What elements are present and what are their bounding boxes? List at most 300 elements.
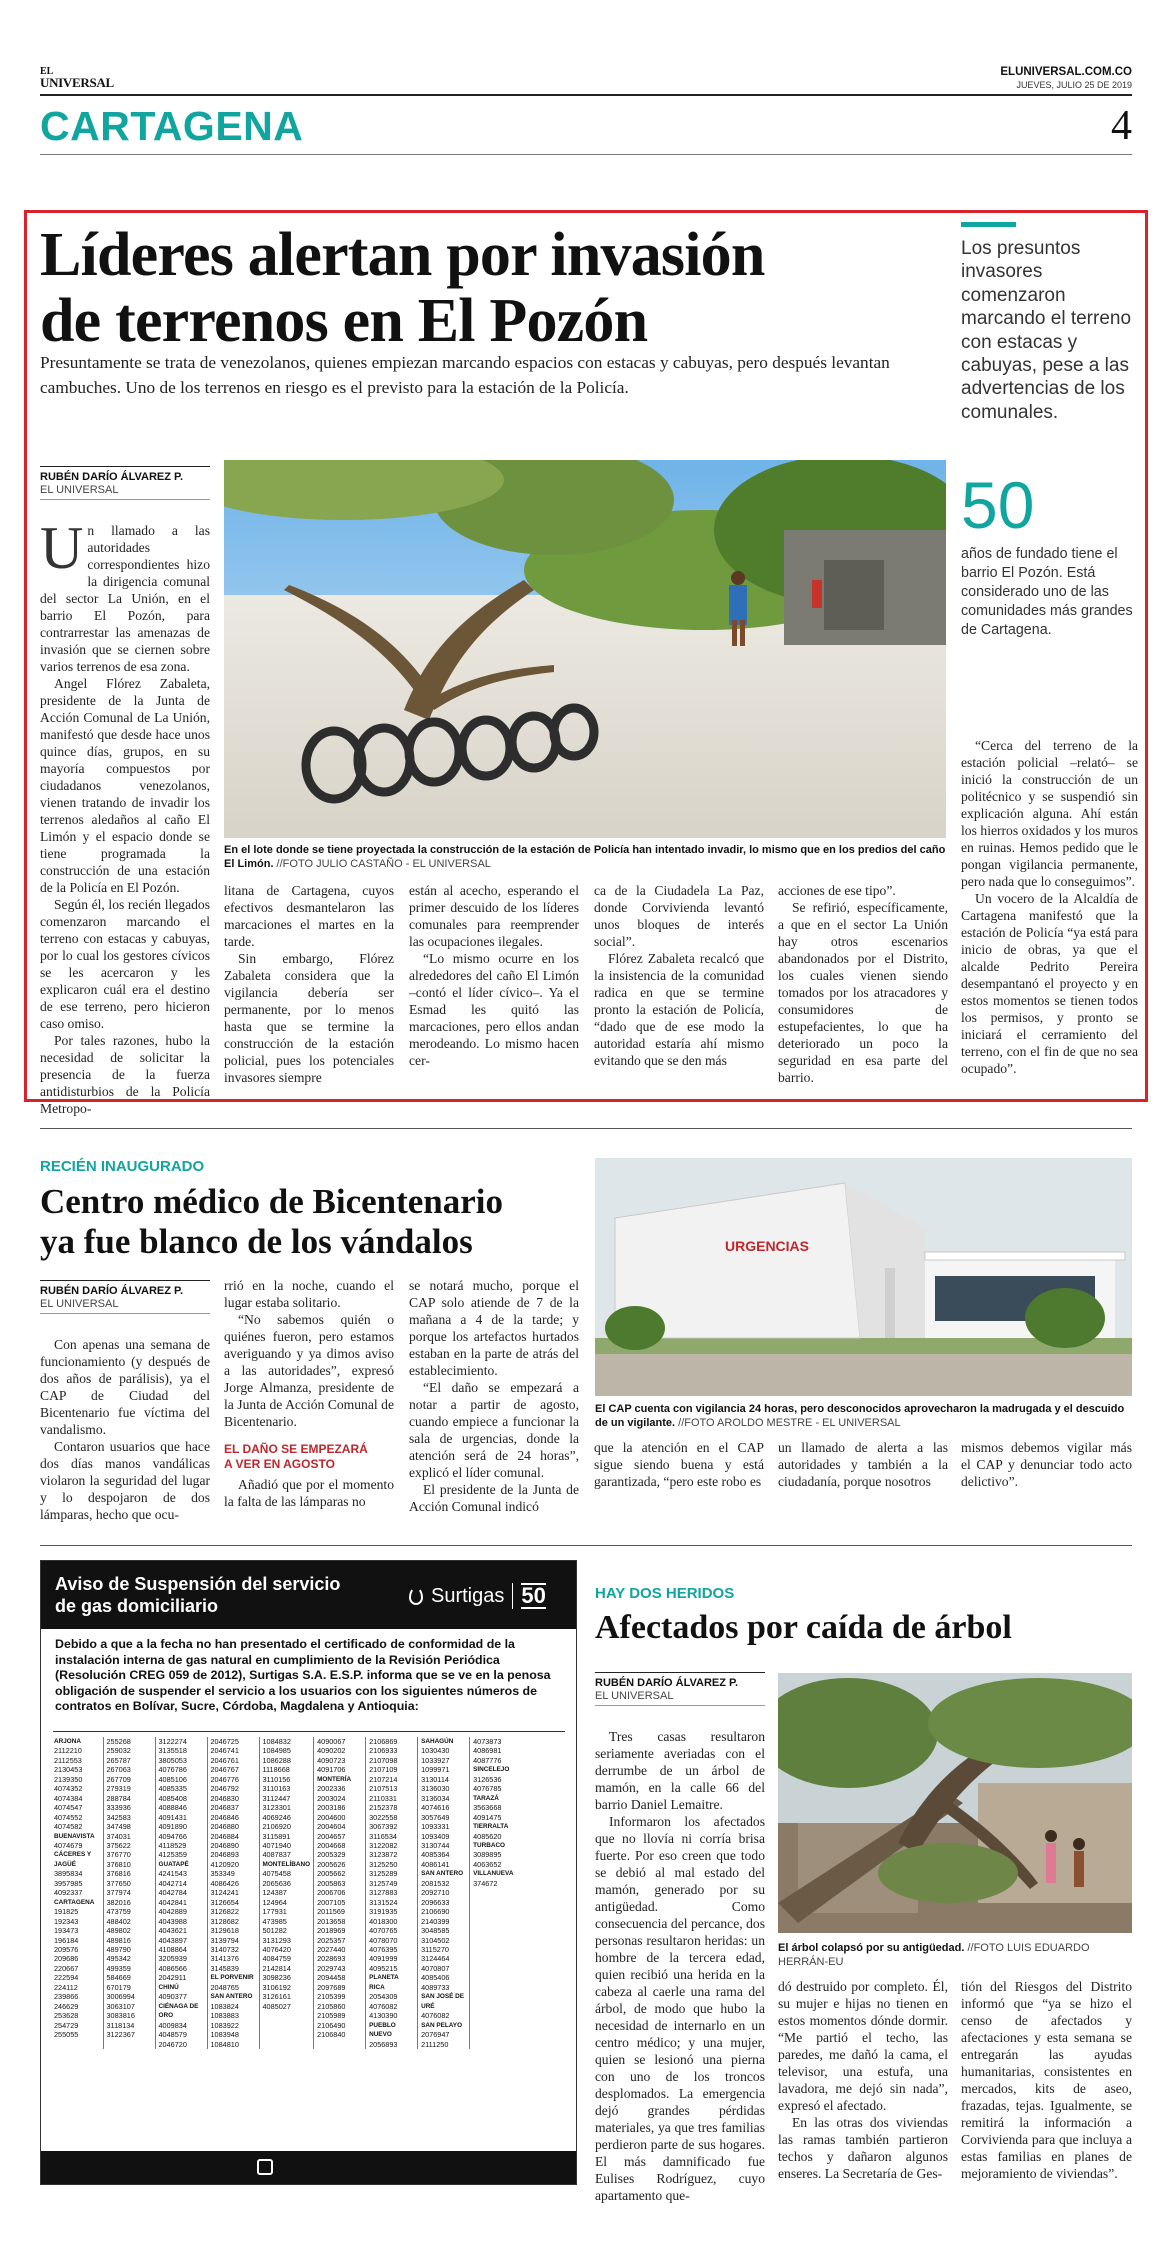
contract-number: 3122274: [158, 1737, 187, 1746]
contract-number: 2004600: [317, 1812, 346, 1822]
contract-number: 2004657: [317, 1831, 346, 1841]
contract-number: 4092337: [54, 1888, 83, 1898]
contract-number: 222594: [54, 1973, 79, 1983]
contract-number: 224112: [54, 1982, 78, 1992]
main-col-1: [40, 515, 210, 1117]
contract-number: 3129618: [210, 1926, 239, 1936]
main-headline-line2: de terrenos en El Pozón: [40, 287, 648, 355]
contract-number: 259032: [106, 1746, 131, 1756]
municipality-label: VILLANUEVA: [473, 1870, 514, 1878]
contract-number: 3123301: [262, 1803, 291, 1813]
contract-number: 1083883: [210, 2011, 239, 2021]
contract-number: 4091999: [369, 1954, 398, 1964]
contract-number: 4070807: [421, 1963, 450, 1973]
contract-number: 473759: [106, 1907, 131, 1917]
contract-number: 342583: [106, 1812, 131, 1822]
municipality-label: JAGÜÉ: [54, 1860, 77, 1868]
main-paragraph: ca de la Ciudadela La Paz, donde Corvivienda levantó unos bloques de interés social”.: [594, 883, 764, 949]
story3-headline: Afectados por caída de árbol: [595, 1609, 1012, 1646]
sidebar-accent-bar: [961, 222, 1016, 227]
contract-number: 584669: [106, 1973, 131, 1983]
contract-number: 3191935: [369, 1907, 398, 1917]
contract-number: 4085106: [158, 1774, 187, 1784]
photo-credit: //FOTO AROLDO MESTRE - EL UNIVERSAL: [675, 1417, 901, 1429]
contract-number: 191825: [54, 1907, 79, 1917]
contract-number: 193473: [54, 1926, 79, 1936]
contract-number: 377650: [106, 1878, 131, 1888]
contract-number: 239866: [54, 1992, 79, 2002]
contract-number: 2106920: [262, 1822, 291, 1832]
dropcap: U: [40, 515, 84, 581]
municipality-label: SINCELEJO: [473, 1766, 510, 1774]
municipality-label: SAN PELAYO: [421, 2021, 463, 2029]
contract-number: 4074679: [54, 1840, 83, 1850]
contracts-table: [51, 1737, 522, 2049]
notice-title-line2: de gas domiciliario: [55, 1596, 219, 1616]
contract-number: 4075458: [262, 1869, 291, 1879]
contract-number: 489816: [106, 1935, 131, 1945]
contract-number: 2065636: [262, 1878, 291, 1888]
contract-number: 2139350: [54, 1774, 83, 1784]
contract-column: [418, 1737, 470, 2049]
byline-source: EL UNIVERSAL: [595, 1690, 765, 1706]
contract-number: 3126822: [210, 1907, 239, 1917]
contract-number: 4085027: [262, 2001, 291, 2011]
story2-subhead: [224, 1442, 394, 1472]
contract-number: 2056893: [369, 2039, 398, 2049]
contract-number: 495342: [106, 1954, 131, 1964]
contract-number: 4120920: [210, 1859, 239, 1869]
story2-photo-caption: [595, 1402, 1132, 1430]
contract-number: 4088846: [158, 1803, 187, 1813]
subhead-line1: EL DAÑO SE EMPEZARÁ: [224, 1442, 368, 1456]
contract-number: 353349: [210, 1869, 235, 1879]
municipality-label: CIÉNAGA DE ORO: [158, 2002, 199, 2020]
contract-number: 333936: [106, 1803, 131, 1813]
main-col-2: [224, 882, 394, 1086]
contract-number: 3118134: [106, 2020, 135, 2030]
contract-number: 1093331: [421, 1822, 450, 1832]
contract-number: 267063: [106, 1765, 131, 1775]
contract-number: 4042889: [158, 1907, 187, 1917]
contract-number: 2106840: [317, 2030, 346, 2040]
contract-number: 4071940: [262, 1840, 291, 1850]
contract-number: 4241543: [158, 1869, 187, 1879]
story2-kicker: RECIÉN INAUGURADO: [40, 1158, 205, 1175]
contract-number: 2046761: [210, 1755, 239, 1765]
contract-number: 4084759: [262, 1954, 291, 1964]
contract-number: 4069246: [262, 1812, 291, 1822]
contract-number: 2005863: [317, 1878, 346, 1888]
contract-number: 1033927: [421, 1755, 450, 1765]
contract-number: 2046837: [210, 1803, 239, 1813]
contract-number: 4063652: [473, 1859, 502, 1869]
contract-number: 2096633: [421, 1897, 450, 1907]
contract-number: 3125749: [369, 1878, 398, 1888]
contract-number: 4043897: [158, 1935, 187, 1945]
contract-number: 2112210: [54, 1746, 82, 1756]
contract-number: 4009834: [158, 2020, 187, 2030]
logo-line1: EL: [40, 66, 54, 77]
contract-number: 4076395: [369, 1944, 398, 1954]
contract-number: 3083816: [106, 2011, 135, 2021]
main-headline-line1: Líderes alertan por invasión: [40, 221, 765, 289]
contract-number: 499359: [106, 1963, 131, 1973]
fallen-tree-photo: [778, 1673, 1132, 1933]
contract-number: 3124464: [421, 1954, 450, 1964]
contract-number: 4070765: [369, 1926, 398, 1936]
contract-number: 3130744: [421, 1840, 450, 1850]
stat-number: 50: [961, 468, 1035, 542]
contract-number: 3135518: [158, 1746, 187, 1756]
main-col-4: [594, 882, 764, 1069]
contract-number: 2046846: [210, 1812, 239, 1822]
story3-byline: [595, 1672, 765, 1706]
contract-number: 3110163: [262, 1784, 291, 1794]
contract-number: 3112447: [262, 1793, 291, 1803]
contract-number: 1093409: [421, 1831, 450, 1841]
main-col-1-lead: n llamado a las autoridades correspondientes hizo la dirigencia comunal del sector La Unión, en el barrio El Pozón, para contrarrestar las amenazas de invasión que se ciernen sobre varios terrenos de esa zona.: [40, 523, 210, 674]
contract-number: 2046792: [210, 1784, 239, 1794]
contract-number: 2046725: [210, 1737, 239, 1746]
contract-number: 375622: [106, 1840, 131, 1850]
contract-number: 2110331: [369, 1793, 397, 1803]
contract-number: 2106933: [369, 1746, 398, 1756]
contract-number: 2046884: [210, 1831, 239, 1841]
contract-number: 3145839: [210, 1963, 239, 1973]
contract-number: 2048765: [210, 1982, 239, 1992]
contract-number: 4091706: [317, 1765, 346, 1775]
contract-number: 2106490: [317, 2020, 346, 2030]
site-url[interactable]: ELUNIVERSAL.COM.CO: [1000, 66, 1132, 78]
story2-col-6: [961, 1439, 1132, 1490]
contract-number: 192343: [54, 1916, 79, 1926]
contract-number: 2106869: [369, 1737, 398, 1746]
contract-number: 3136030: [421, 1784, 450, 1794]
municipality-label: MONTERÍA: [317, 1775, 352, 1783]
story2-col-3: [409, 1277, 579, 1515]
contract-number: 3805053: [158, 1755, 187, 1765]
contract-number: 347498: [106, 1822, 131, 1832]
contract-number: 3131524: [369, 1897, 398, 1907]
contract-column: [51, 1737, 103, 2049]
contract-number: 2106690: [421, 1907, 450, 1917]
municipality-label: BUENAVISTA: [54, 1832, 95, 1840]
contract-number: 3123872: [369, 1850, 398, 1860]
contract-number: 3104502: [421, 1935, 450, 1945]
notice-intro-rule: [53, 1731, 565, 1732]
sandy-lot-photo: [224, 460, 946, 838]
contract-number: 374031: [106, 1831, 131, 1841]
contract-number: 3140732: [210, 1944, 239, 1954]
contract-number: 3895834: [54, 1869, 83, 1879]
byline-source: EL UNIVERSAL: [40, 1298, 210, 1314]
contract-number: 2046720: [158, 2039, 187, 2049]
contract-number: 177931: [262, 1907, 287, 1917]
contract-number: 3122367: [106, 2030, 135, 2040]
contract-number: 4086981: [473, 1746, 502, 1756]
contract-number: 2112553: [54, 1755, 82, 1765]
contract-number: 2046880: [210, 1822, 239, 1832]
contract-number: 3067392: [369, 1822, 398, 1832]
contract-number: 3006994: [106, 1992, 135, 2002]
contract-number: 1030430: [421, 1746, 450, 1756]
main-paragraph: Por tales razones, hubo la necesidad de solicitar la presencia de la fuerza antidisturbios de la Policía Metropo-: [40, 1033, 210, 1116]
municipality-label: SAN ANTERO: [421, 1870, 464, 1878]
masthead-rule: [40, 94, 1132, 96]
main-paragraph: están al acecho, esperando el primer descuido de los líderes comunales para reemprender las ocupaciones ilegales.: [409, 883, 579, 949]
municipality-label: TURBACO: [473, 1841, 506, 1849]
story2-paragraph: Con apenas una semana de funcionamiento (y después de dos años de parálisis), ya el CAP de Ciudad del Bicentenario fue víctima del vandalismo.: [40, 1337, 210, 1437]
contract-number: 3063107: [106, 2001, 135, 2011]
contract-number: 3110156: [262, 1774, 291, 1784]
story2-paragraph: Contaron usuarios que hace dos días manos vandálicas violaron la seguridad del lugar y lo despojaron de dos lámparas, hecho que ocu-: [40, 1439, 210, 1522]
sidebar-quote: Los presuntos invasores comenzaron marcando el terreno con estacas y cabuyas, pese a las advertencias de los comunales.: [961, 238, 1132, 423]
contract-number: 4043621: [158, 1926, 187, 1936]
story2-paragraph: se notará mucho, porque el CAP solo atiende de 7 de la mañana a 4 de la tarde; y porque los artefactos hurtados estaban en la parte de atrás del establecimiento.: [409, 1278, 579, 1378]
main-paragraph: “Lo mismo ocurre en los alrededores del caño El Limón –contó el líder cívico–. Ya el Esmad les quitó las marcaciones, pero ellos andan merodeando. Lo mismo hacen cer-: [409, 951, 579, 1068]
contract-number: 3563668: [473, 1803, 502, 1813]
story2-headline-line2: ya fue blanco de los vándalos: [40, 1222, 473, 1261]
contract-number: 3048585: [421, 1926, 450, 1936]
contract-number: 2140399: [421, 1916, 450, 1926]
main-paragraph: litana de Cartagena, cuyos efectivos desmantelaron las marcaciones el martes en la tarde.: [224, 883, 394, 949]
notice-intro: Debido a que a la fecha no han presentado el certificado de conformidad de la instalación interna de gas natural en cumplimiento de la Revisión Periódica (Resolución CREG 059 de 2012), Surtigas S.A. E.S.P. informa que se ve en la penosa obligación de suspender el servicio a los usuarios con los siguientes números de contratos en Bolívar, Sucre, Córdoba, Magdalena y Antioquia:: [55, 1637, 551, 1714]
story2-col-4: [594, 1439, 764, 1490]
contract-number: 2004604: [317, 1822, 346, 1832]
contract-number: 377974: [106, 1888, 131, 1898]
contract-number: 288784: [106, 1793, 131, 1803]
contract-number: 489790: [106, 1944, 131, 1954]
contract-number: 1083824: [210, 2001, 239, 2011]
contract-number: 2046776: [210, 1774, 239, 1784]
contract-number: 4086566: [158, 1963, 187, 1973]
contract-number: 1084810: [210, 2039, 239, 2049]
byline-source: EL UNIVERSAL: [40, 484, 210, 500]
contract-column: [470, 1737, 522, 2049]
photo-credit: //FOTO LUIS EDUARDO HERRÁN-EU: [778, 1942, 1090, 1968]
contract-column: [366, 1737, 418, 2049]
contract-number: 220667: [54, 1963, 79, 1973]
contract-number: 4094766: [158, 1831, 187, 1841]
contract-number: 1099971: [421, 1765, 450, 1775]
byline-author: RUBÉN DARÍO ÁLVAREZ P.: [595, 1672, 765, 1689]
story2-paragraph: El presidente de la Junta de Acción Comunal indicó: [409, 1482, 579, 1514]
contract-number: 376770: [106, 1850, 131, 1860]
contract-number: 4130390: [369, 2011, 398, 2021]
contract-number: 3122082: [369, 1840, 398, 1850]
contract-number: 3089895: [473, 1850, 502, 1860]
main-headline: [40, 222, 920, 354]
contract-number: 4042714: [158, 1878, 187, 1888]
contract-number: 2011569: [317, 1907, 345, 1917]
caption-text: El CAP cuenta con vigilancia 24 horas, pero desconocidos aprovecharon la madrugada y el descuido de un vigilante.: [595, 1403, 1125, 1429]
story3-paragraph: En las otras dos viviendas las ramas también partieron techos y dañaron algunos enseres. La Secretaría de Ges-: [778, 2115, 948, 2181]
contract-column: [103, 1737, 155, 2049]
contract-number: 4042841: [158, 1897, 187, 1907]
contract-column: [259, 1737, 314, 2049]
contract-number: 2028693: [317, 1954, 346, 1964]
story2-headline-line1: Centro médico de Bicentenario: [40, 1182, 504, 1221]
contract-number: 2027440: [317, 1944, 346, 1954]
logo-separator: [512, 1583, 513, 1609]
contract-number: 2097689: [317, 1982, 346, 1992]
municipality-label: PLANETA RICA: [369, 1974, 399, 1991]
contract-number: 124387: [262, 1888, 287, 1898]
story2-photo: [595, 1158, 1132, 1396]
notice-header: [41, 1561, 576, 1629]
story2-paragraph: que la atención en el CAP sigue siendo buena y está garantizada, “pero este robo es: [594, 1440, 764, 1489]
contract-number: 2005662: [317, 1869, 346, 1879]
contract-number: 3115891: [262, 1831, 291, 1841]
contract-number: 4074582: [54, 1822, 83, 1832]
story2-col-2: [224, 1277, 394, 1510]
contract-number: 2107109: [369, 1765, 398, 1775]
contract-number: 4076786: [158, 1765, 187, 1775]
subhead-line2: A VER EN AGOSTO: [224, 1457, 335, 1471]
contract-number: 1084985: [262, 1746, 291, 1756]
contract-number: 4085364: [421, 1850, 450, 1860]
main-paragraph: “Cerca del terreno de la estación policial –relató– se inició la construcción de un politécnico y se suspendió sin explicación alguna. Ahí están los hierros oxidados y los muros en ruinas. Hemos pedido que le pongan vigilancia permanente, pero nada que lo conseguimos”.: [961, 738, 1138, 889]
contract-number: 2046890: [210, 1840, 239, 1850]
contract-number: 4087837: [262, 1850, 291, 1860]
main-photo-caption: [224, 843, 946, 871]
municipality-label: SAN ANTERO: [210, 1993, 253, 2001]
gas-notice: [40, 1560, 577, 2185]
story2-col-5: [778, 1439, 948, 1490]
contract-number: 2054309: [369, 1992, 398, 2002]
contract-number: 2105860: [317, 2001, 346, 2011]
story2-paragraph: “No sabemos quién o quiénes fueron, pero estamos averiguando y ya dimos aviso a las autoridades”, expresó Jorge Almanza, presidente de la Junta de Acción Comunal de Bicentenario.: [224, 1312, 394, 1429]
contract-number: 4125359: [158, 1850, 187, 1860]
contract-number: 3131293: [262, 1935, 291, 1945]
contract-number: 4086426: [210, 1878, 239, 1888]
contract-number: 4076420: [262, 1944, 291, 1954]
story3-paragraph: Informaron los afectados que no llovía ni corría brisa fuerte. Por eso creen que todo se debió al mal estado del mamón, generado por su antigüedad. Como consecuencia del percance, dos personas resultaron heridas: un hombre de la tercera edad, quien recibió una herida en la cabeza al caerle una rama del árbol, de modo que hubo la necesidad de internarlo en un centro médico; y una mujer, quien se lesionó una pierna con uno de los troncos desplomados. La emergencia dejó grandes pérdidas materiales, ya que tres familias perdieron parte de sus hogares. El más damnificado fue Eulises Rodríguez, cuyo apartamento que-: [595, 1814, 765, 2203]
byline-author: RUBÉN DARÍO ÁLVAREZ P.: [40, 466, 210, 483]
contract-number: 2042911: [158, 1973, 187, 1983]
surtigas-brand: Surtigas: [431, 1584, 505, 1607]
contract-number: 4076785: [473, 1784, 502, 1794]
contract-number: 3098236: [262, 1973, 291, 1983]
surtigas-logo: [409, 1581, 546, 1611]
main-paragraph: Según él, los recién llegados comenzaron marcando el terreno con estacas y cabuyas, por lo cual los gestores cívicos se les acercaron y les explicaron cuál era el destino de ese terreno, pero hicieron caso omiso.: [40, 897, 210, 1031]
main-paragraph: acciones de ese tipo”.: [778, 883, 896, 898]
contract-number: 2107513: [369, 1784, 398, 1794]
contract-number: 4042784: [158, 1888, 187, 1898]
story2-paragraph: “El daño se empezará a notar a partir de agosto, cuando empiece a funcionar la sala de urgencias, donde la atención será de 24 horas”, explicó el líder comunal.: [409, 1380, 579, 1480]
contract-number: 255055: [54, 2030, 79, 2040]
contract-number: 2046893: [210, 1850, 239, 1860]
contract-number: 4074547: [54, 1803, 83, 1813]
story3-kicker: HAY DOS HERIDOS: [595, 1585, 735, 1602]
caption-text: En el lote donde se tiene proyectada la construcción de la estación de Policía han intentado invadir, lo mismo que en los predios del caño El Limón.: [224, 844, 946, 870]
contract-number: 4091431: [158, 1812, 187, 1822]
contract-number: 4087776: [473, 1755, 502, 1765]
contract-number: 3141376: [210, 1954, 239, 1964]
contract-number: 254729: [54, 2020, 79, 2030]
contract-number: 255268: [106, 1737, 131, 1746]
contract-number: 488402: [106, 1916, 131, 1926]
contract-number: 2007105: [317, 1897, 346, 1907]
contract-number: 4048579: [158, 2030, 187, 2040]
main-paragraph: Angel Flórez Zabaleta, presidente de la Junta de Acción Comunal de La Unión, manifestó que desde hace unos quince días, grupos, en su mayoría compuestos por ciudadanos venezolanos, vienen tratando de invadir los terrenos aledaños al caño El Limón y el espacio donde se tiene programada la construcción de una estación de la Policía en El Pozón.: [40, 676, 210, 895]
urgencias-sign: URGENCIAS: [725, 1238, 810, 1254]
byline-author: RUBÉN DARÍO ÁLVAREZ P.: [40, 1280, 210, 1297]
contract-number: 4085335: [158, 1784, 187, 1794]
contract-number: 3128682: [210, 1916, 239, 1926]
municipality-label: GUATAPÉ: [158, 1860, 189, 1868]
logo-line2: UNIVERSAL: [40, 75, 114, 90]
contract-number: 4085620: [473, 1831, 502, 1841]
notice-title-line1: Aviso de Suspensión del servicio: [55, 1574, 341, 1594]
contract-column: [207, 1737, 259, 2049]
contract-number: 2005329: [317, 1850, 346, 1860]
contract-number: 4074384: [54, 1793, 83, 1803]
anniversary-badge: 50: [521, 1583, 546, 1608]
contract-number: 265787: [106, 1755, 131, 1765]
municipality-label: SAN JOSÉ DE URÉ: [421, 1993, 465, 2010]
contract-number: 4090377: [158, 1992, 187, 2002]
contract-number: 4074352: [54, 1784, 83, 1794]
contract-number: 4076082: [369, 2001, 398, 2011]
contract-number: 2046767: [210, 1765, 239, 1775]
municipality-label: CARTAGENA: [54, 1898, 95, 1906]
contract-number: 3205939: [158, 1954, 187, 1964]
contract-number: 501282: [262, 1926, 287, 1936]
contract-number: 3057649: [421, 1812, 450, 1822]
story2-paragraph: Añadió que por el momento la falta de las lámparas no: [224, 1477, 394, 1509]
contract-column: [314, 1737, 366, 2049]
main-paragraph: Se refirió, específicamente, a que en el sector La Unión hay otros escenarios abandonados por el Distrito, los cuales vienen siendo tomados por los atracadores y consumidores de estupefacientes, lo que ha deteriorado un poco la seguridad en esa parte del barrio.: [778, 900, 948, 1085]
contract-number: 4086141: [421, 1859, 450, 1869]
municipality-label: CHINÚ: [158, 1983, 179, 1991]
main-paragraph: Sin embargo, Flórez Zabaleta considera que la vigilancia debería ser permanente, por lo menos hasta que se termine la construcción de la estación policial, pues los potenciales invasores siempre: [224, 951, 394, 1085]
municipality-label: EL PORVENIR: [210, 1974, 254, 1982]
contract-number: 267709: [106, 1774, 131, 1784]
contract-number: 4090723: [317, 1755, 346, 1765]
contract-number: 2006706: [317, 1888, 346, 1898]
story2-paragraph: rrió en la noche, cuando el lugar estaba solitario.: [224, 1278, 394, 1310]
flame-icon: [409, 1587, 423, 1605]
municipality-label: SAHAGÚN: [421, 1738, 454, 1745]
contract-number: 4085406: [421, 1973, 450, 1983]
contract-column: [155, 1737, 207, 2049]
main-col-5: [778, 882, 948, 1086]
contract-number: 489802: [106, 1926, 131, 1936]
contract-number: 2018969: [317, 1926, 346, 1936]
contract-number: 3022558: [369, 1812, 398, 1822]
contract-number: 2025357: [317, 1935, 346, 1945]
regulator-logo-icon: [257, 2159, 273, 2175]
contract-number: 4074552: [54, 1812, 83, 1822]
masthead: [40, 62, 1132, 154]
contract-number: 3116534: [369, 1831, 397, 1841]
contract-number: 3130114: [421, 1774, 449, 1784]
contract-number: 3124241: [210, 1888, 239, 1898]
story3-paragraph: dó destruido por completo. Él, su mujer e hijas no tienen en estos momentos dónde dormir. “Me partió el techo, las paredes, me dañó la cama, el televisor, una estufa, una lavadora, me dejó sin nada”, expresó el afectado.: [778, 1979, 948, 2113]
story3-photo-caption: [778, 1941, 1132, 1969]
contract-number: 3125289: [369, 1869, 398, 1879]
story2-paragraph: mismos debemos vigilar más el CAP y denunciar todo acto delictivo”.: [961, 1440, 1132, 1489]
contract-number: 209686: [54, 1954, 79, 1964]
contract-number: 4090202: [317, 1746, 346, 1756]
contract-number: 382016: [106, 1897, 131, 1907]
contract-number: 3106192: [262, 1982, 291, 1992]
contract-number: 2046741: [210, 1746, 239, 1756]
contract-number: 1084832: [262, 1737, 291, 1746]
contract-number: 2105989: [317, 2011, 346, 2021]
